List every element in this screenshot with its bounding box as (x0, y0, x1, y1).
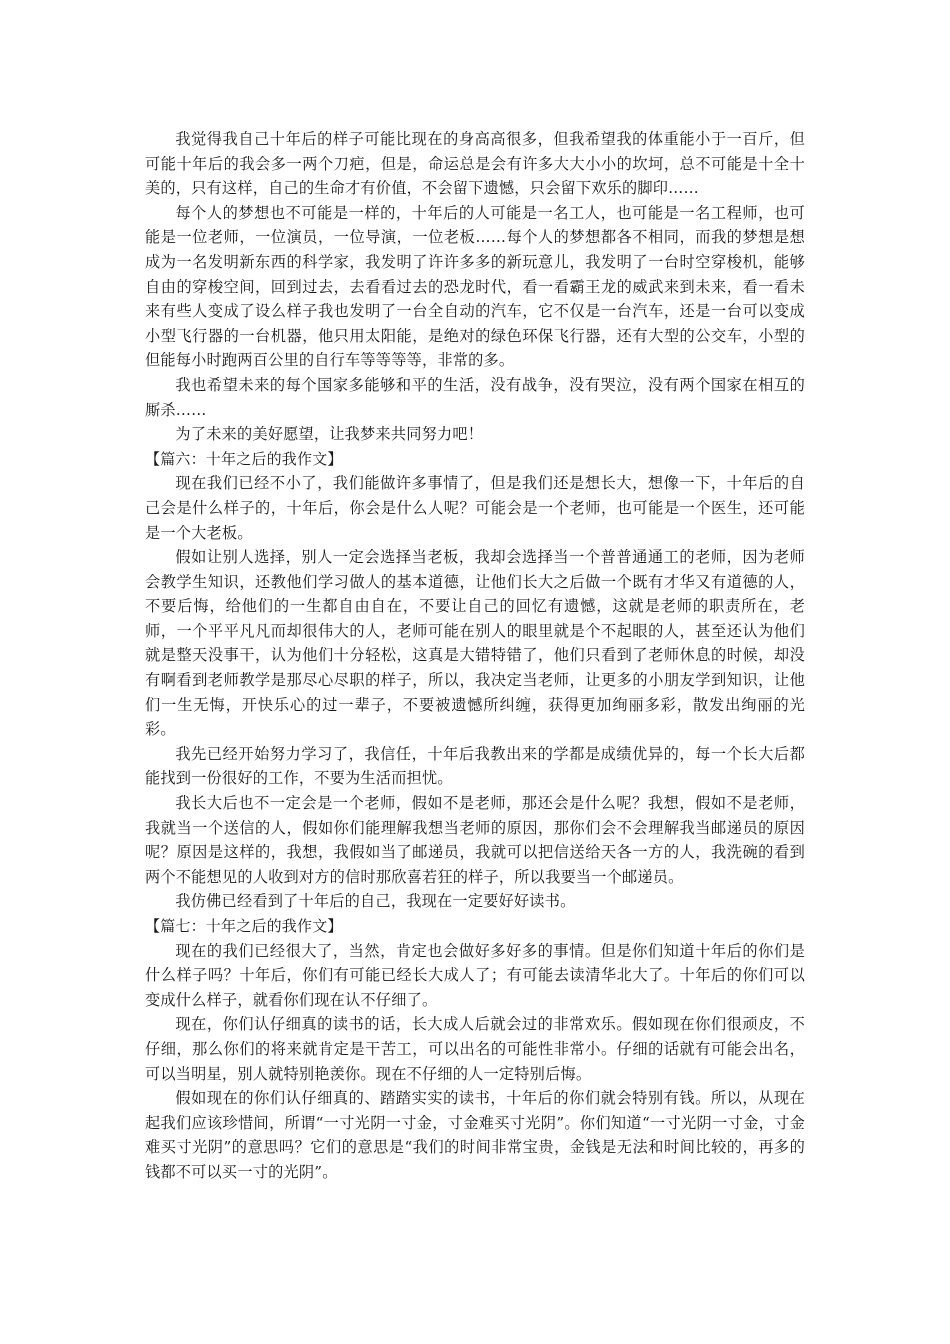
paragraph: 我长大后也不一定会是一个老师，假如不是老师，那还会是什么呢？我想，假如不是老师，我就当一个送信的人，假如你们能理解我想当老师的原因，那你们会不会理解我当邮递员的原因呢？原因是这样的，我想，我假如当了邮递员，我就可以把信送给天各一方的人，我洗碗的看到两个不能想见的人收到对方的信时那欣喜若狂的样子，所以我要当一个邮递员。 (145, 794, 805, 886)
paragraph: 为了未来的美好愿望，让我梦来共同努力吧！ (175, 425, 484, 444)
paragraph: 我觉得我自己十年后的样子可能比现在的身高高很多，但我希望我的体重能小于一百斤，但可能十年后的我会多一两个刀疤，但是，命运总是会有许多大大小小的坎坷，总不可能是十全十美的，只有这样，自己的生命才有价值，不会留下遗憾，只会留下欢乐的脚印…… (145, 130, 805, 198)
paragraph: 现在，你们认仔细真的读书的话，长大成人后就会过的非常欢乐。假如现在你们很顽皮，不仔细，那么你们的将来就肯定是干苦工，可以出名的可能性非常小。仔细的话就有可能会出名，可以当明星，别人就特别艳羡你。现在不仔细的人一定特别后悔。 (145, 1015, 805, 1083)
paragraph: 现在我们已经不小了，我们能做许多事情了，但是我们还是想长大，想像一下，十年后的自己会是什么样子的，十年后，你会是什么人呢？可能会是一个老师，也可能是一个医生，还可能是一个大老板。 (145, 474, 805, 542)
paragraph: 假如现在的你们认仔细真的、踏踏实实的读书，十年后的你们就会特别有钱。所以，从现在起我们应该珍惜间，所谓“一寸光阴一寸金，寸金难买寸光阴”。你们知道“一寸光阴一寸金，寸金难买寸光阴”的意思吗？它们的意思是“我们的时间非常宝贵，金钱是无法和时间比较的，再多的钱都不可以买一寸的光阴”。 (145, 1089, 805, 1181)
paragraph: 现在的我们已经很大了，当然，肯定也会做好多好多的事情。但是你们知道十年后的你们是什么样子吗？十年后，你们有可能已经长大成人了；有可能去读清华北大了。十年后的你们可以变成什么样子，就看你们现在认不仔细了。 (145, 941, 805, 1009)
paragraph: 我先已经开始努力学习了，我信任，十年后我教出来的学都是成绩优异的，每一个长大后都能找到一份很好的工作，不要为生活而担忧。 (145, 744, 805, 788)
paragraph: 假如让别人选择，别人一定会选择当老板，我却会选择当一个普普通通工的老师，因为老师会教学生知识，还教他们学习做人的基本道德，让他们长大之后做一个既有才华又有道德的人，不要后悔，给他们的一生都自由自在，不要让自己的回忆有遗憾，这就是老师的职责所在，老师，一个平平凡凡而却很伟大的人，老师可能在别人的眼里就是个不起眼的人，甚至还认为他们就是整天没事干，认为他们十分轻松，这真是大错特错了，他们只看到了老师休息的时候，却没有啊看到老师教学是那尽心尽职的样子，所以，我决定当老师，让更多的小朋友学到知识，让他们一生无悔，开快乐心的过一辈子，不要被遗憾所纠缠，获得更加绚丽多彩，散发出绚丽的光彩。 (145, 548, 805, 739)
document-page (145, 127, 805, 1185)
paragraph: 我也希望未来的每个国家多能够和平的生活，没有战争，没有哭泣，没有两个国家在相互的厮杀…… (145, 375, 805, 419)
paragraph: 每个人的梦想也不可能是一样的，十年后的人可能是一名工人，也可能是一名工程师，也可能是一位老师，一位演员，一位导演，一位老板……每个人的梦想都各不相同，而我的梦想是想成为一名发明新东西的科学家，我发明了许许多多的新玩意儿，我发明了一台时空穿梭机，能够自由的穿梭空间，回到过去，去看看过去的恐龙时代，看一看霸王龙的威武来到未来，看一看未来有些人变成了设么样子我也发明了一台全自动的汽车，它不仅是一台汽车，还是一台可以变成小型飞行器的一台机器，他只用太阳能，是绝对的绿色环保飞行器，还有大型的公交车，小型的但能每小时跑两百公里的自行车等等等等，非常的多。 (145, 203, 805, 370)
paragraph: 我仿佛已经看到了十年后的自己，我现在一定要好好读书。 (175, 892, 576, 911)
section-heading: 【篇六：十年之后的我作文】 (145, 449, 343, 468)
section-heading: 【篇七：十年之后的我作文】 (145, 917, 343, 935)
